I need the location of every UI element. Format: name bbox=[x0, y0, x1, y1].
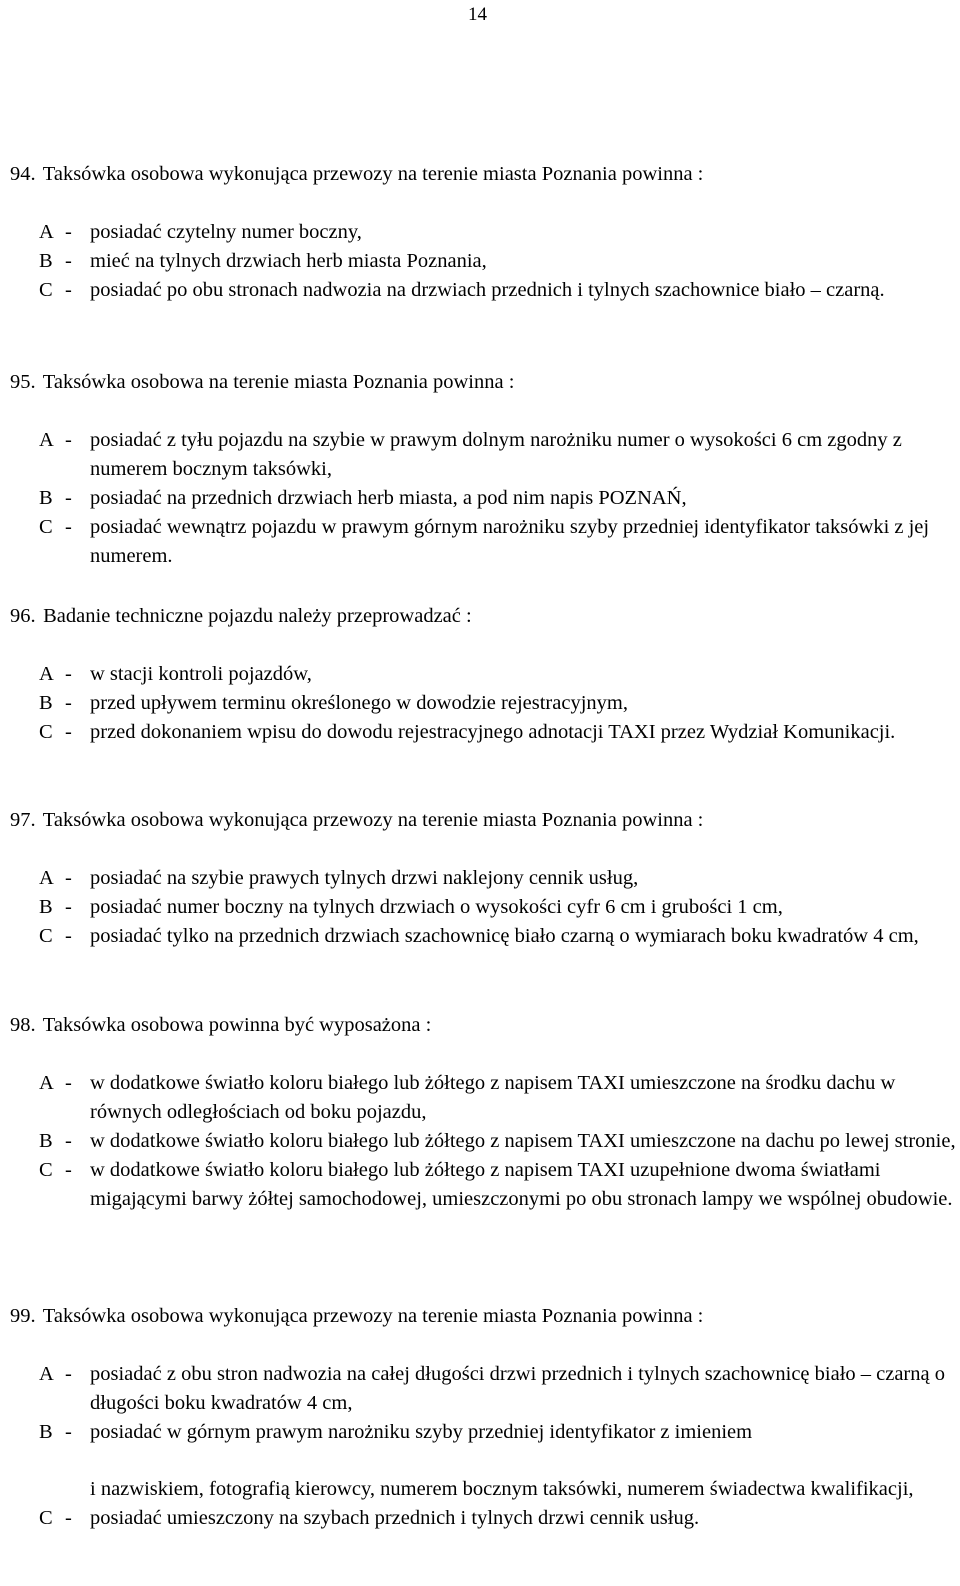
question-title bbox=[10, 602, 958, 631]
option-letter: B bbox=[39, 250, 53, 272]
option-letter: C bbox=[39, 279, 53, 301]
question-title bbox=[10, 1302, 958, 1331]
option-text: posiadać wewnątrz pojazdu w prawym górnym narożniku szyby przedniej identyfikator taksówki z jej numerem. bbox=[90, 516, 930, 567]
question-title bbox=[10, 1011, 958, 1040]
option-letter: C bbox=[39, 1507, 53, 1529]
question-title bbox=[10, 368, 958, 397]
question-number: 99. bbox=[10, 1305, 36, 1327]
option-letter: A bbox=[39, 867, 54, 889]
option-letter: B bbox=[39, 1421, 53, 1443]
option-dash: - bbox=[65, 250, 72, 272]
answer-options bbox=[10, 426, 958, 571]
question-number: 95. bbox=[10, 371, 36, 393]
question-text: Taksówka osobowa na terenie miasta Poznania powinna : bbox=[42, 371, 515, 393]
option-text: posiadać na szybie prawych tylnych drzwi naklejony cennik usług, bbox=[90, 867, 639, 889]
option-letter: C bbox=[39, 721, 53, 743]
answer-options bbox=[10, 660, 958, 747]
question-text: Taksówka osobowa wykonująca przewozy na terenie miasta Poznania powinna : bbox=[42, 1305, 704, 1327]
option-dash: - bbox=[65, 279, 72, 301]
question-97 bbox=[10, 806, 958, 951]
option-dash: - bbox=[65, 663, 72, 685]
option-text: posiadać numer boczny na tylnych drzwiach o wysokości cyfr 6 cm i grubości 1 cm, bbox=[90, 896, 783, 918]
option-text: posiadać w górnym prawym narożniku szyby przedniej identyfikator z imieniem bbox=[90, 1421, 753, 1443]
option-text: posiadać tylko na przednich drzwiach szachownicę biało czarną o wymiarach boku kwadratów 4 cm, bbox=[90, 925, 919, 947]
option-text: posiadać czytelny numer boczny, bbox=[90, 221, 362, 243]
option-text: w dodatkowe światło koloru białego lub żółtego z napisem TAXI uzupełnione dwoma światłami migającymi barwy żółtej samochodowej, umieszczonymi po obu stronach lampy we wspólnej obudowie. bbox=[90, 1159, 953, 1210]
option-text: posiadać umieszczony na szybach przednich i tylnych drzwi cennik usług. bbox=[90, 1507, 700, 1529]
option-letter: C bbox=[39, 516, 53, 538]
option-dash: - bbox=[65, 721, 72, 743]
answer-option bbox=[10, 864, 958, 893]
question-text: Taksówka osobowa wykonująca przewozy na terenie miasta Poznania powinna : bbox=[42, 809, 704, 831]
answer-option bbox=[10, 218, 958, 247]
option-text: w dodatkowe światło koloru białego lub żółtego z napisem TAXI umieszczone na dachu po lewej stronie, bbox=[90, 1130, 956, 1152]
answer-option bbox=[10, 718, 958, 747]
question-number: 96. bbox=[10, 605, 36, 627]
option-letter: A bbox=[39, 1072, 54, 1094]
answer-option bbox=[10, 893, 958, 922]
option-text: w dodatkowe światło koloru białego lub żółtego z napisem TAXI umieszczone na środku dachu w równych odległościach od boku pojazdu, bbox=[90, 1072, 896, 1123]
option-dash: - bbox=[65, 1507, 72, 1529]
option-dash: - bbox=[65, 1421, 72, 1443]
option-dash: - bbox=[65, 867, 72, 889]
answer-options bbox=[10, 1069, 958, 1214]
answer-option bbox=[10, 247, 958, 276]
answer-option bbox=[10, 1360, 958, 1418]
question-number: 94. bbox=[10, 163, 36, 185]
answer-option bbox=[10, 689, 958, 718]
question-title bbox=[10, 806, 958, 835]
option-text: w stacji kontroli pojazdów, bbox=[90, 663, 312, 685]
option-dash: - bbox=[65, 516, 72, 538]
option-letter: B bbox=[39, 896, 53, 918]
option-text: przed dokonaniem wpisu do dowodu rejestracyjnego adnotacji TAXI przez Wydział Komunikacji. bbox=[90, 721, 896, 743]
answer-option bbox=[10, 276, 958, 305]
option-dash: - bbox=[65, 925, 72, 947]
option-text: przed upływem terminu określonego w dowodzie rejestracyjnym, bbox=[90, 692, 628, 714]
option-letter: A bbox=[39, 663, 54, 685]
option-dash: - bbox=[65, 221, 72, 243]
option-text: i nazwiskiem, fotografią kierowcy, numerem bocznym taksówki, numerem świadectwa kwalifikacji, bbox=[90, 1478, 914, 1500]
answer-option bbox=[10, 1504, 958, 1533]
answer-option bbox=[10, 484, 958, 513]
option-text: posiadać z obu stron nadwozia na całej długości drzwi przednich i tylnych szachownicę biało – czarną o długości boku kwadratów 4 cm, bbox=[90, 1363, 945, 1414]
answer-options bbox=[10, 1360, 958, 1533]
option-letter: A bbox=[39, 429, 54, 451]
answer-option bbox=[10, 660, 958, 689]
answer-option bbox=[10, 922, 958, 951]
option-dash: - bbox=[65, 429, 72, 451]
answer-option bbox=[10, 1156, 958, 1214]
question-98 bbox=[10, 1011, 958, 1214]
option-text: mieć na tylnych drzwiach herb miasta Poznania, bbox=[90, 250, 487, 272]
option-dash: - bbox=[65, 692, 72, 714]
question-94 bbox=[10, 160, 958, 305]
question-number: 98. bbox=[10, 1014, 36, 1036]
question-text: Taksówka osobowa wykonująca przewozy na terenie miasta Poznania powinna : bbox=[42, 163, 704, 185]
option-dash: - bbox=[65, 1072, 72, 1094]
answer-option bbox=[10, 1069, 958, 1127]
option-text: posiadać z tyłu pojazdu na szybie w prawym dolnym narożniku numer o wysokości 6 cm zgodny z numerem bocznym taksówki, bbox=[90, 429, 902, 480]
option-dash: - bbox=[65, 896, 72, 918]
option-text: posiadać na przednich drzwiach herb miasta, a pod nim napis POZNAŃ, bbox=[90, 487, 687, 509]
option-letter: B bbox=[39, 692, 53, 714]
question-title bbox=[10, 160, 958, 189]
question-text: Badanie techniczne pojazdu należy przeprowadzać : bbox=[43, 605, 472, 627]
question-number: 97. bbox=[10, 809, 36, 831]
option-dash: - bbox=[65, 1130, 72, 1152]
question-95 bbox=[10, 368, 958, 571]
spacer bbox=[10, 1447, 958, 1475]
question-text: Taksówka osobowa powinna być wyposażona : bbox=[42, 1014, 432, 1036]
question-99 bbox=[10, 1302, 958, 1533]
option-letter: B bbox=[39, 1130, 53, 1152]
option-text: posiadać po obu stronach nadwozia na drzwiach przednich i tylnych szachownice biało – czarną. bbox=[90, 279, 885, 301]
answer-option bbox=[10, 426, 958, 484]
answer-option bbox=[10, 1127, 958, 1156]
option-letter: B bbox=[39, 487, 53, 509]
answer-options bbox=[10, 864, 958, 951]
option-dash: - bbox=[65, 487, 72, 509]
page-number: 14 bbox=[468, 4, 487, 25]
option-letter: A bbox=[39, 1363, 54, 1385]
option-letter: C bbox=[39, 925, 53, 947]
option-dash: - bbox=[65, 1363, 72, 1385]
answer-options bbox=[10, 218, 958, 305]
option-dash: - bbox=[65, 1159, 72, 1181]
option-letter: A bbox=[39, 221, 54, 243]
answer-option bbox=[10, 513, 958, 571]
answer-option-continuation bbox=[10, 1475, 958, 1504]
option-letter: C bbox=[39, 1159, 53, 1181]
question-96 bbox=[10, 602, 958, 747]
answer-option bbox=[10, 1418, 958, 1447]
